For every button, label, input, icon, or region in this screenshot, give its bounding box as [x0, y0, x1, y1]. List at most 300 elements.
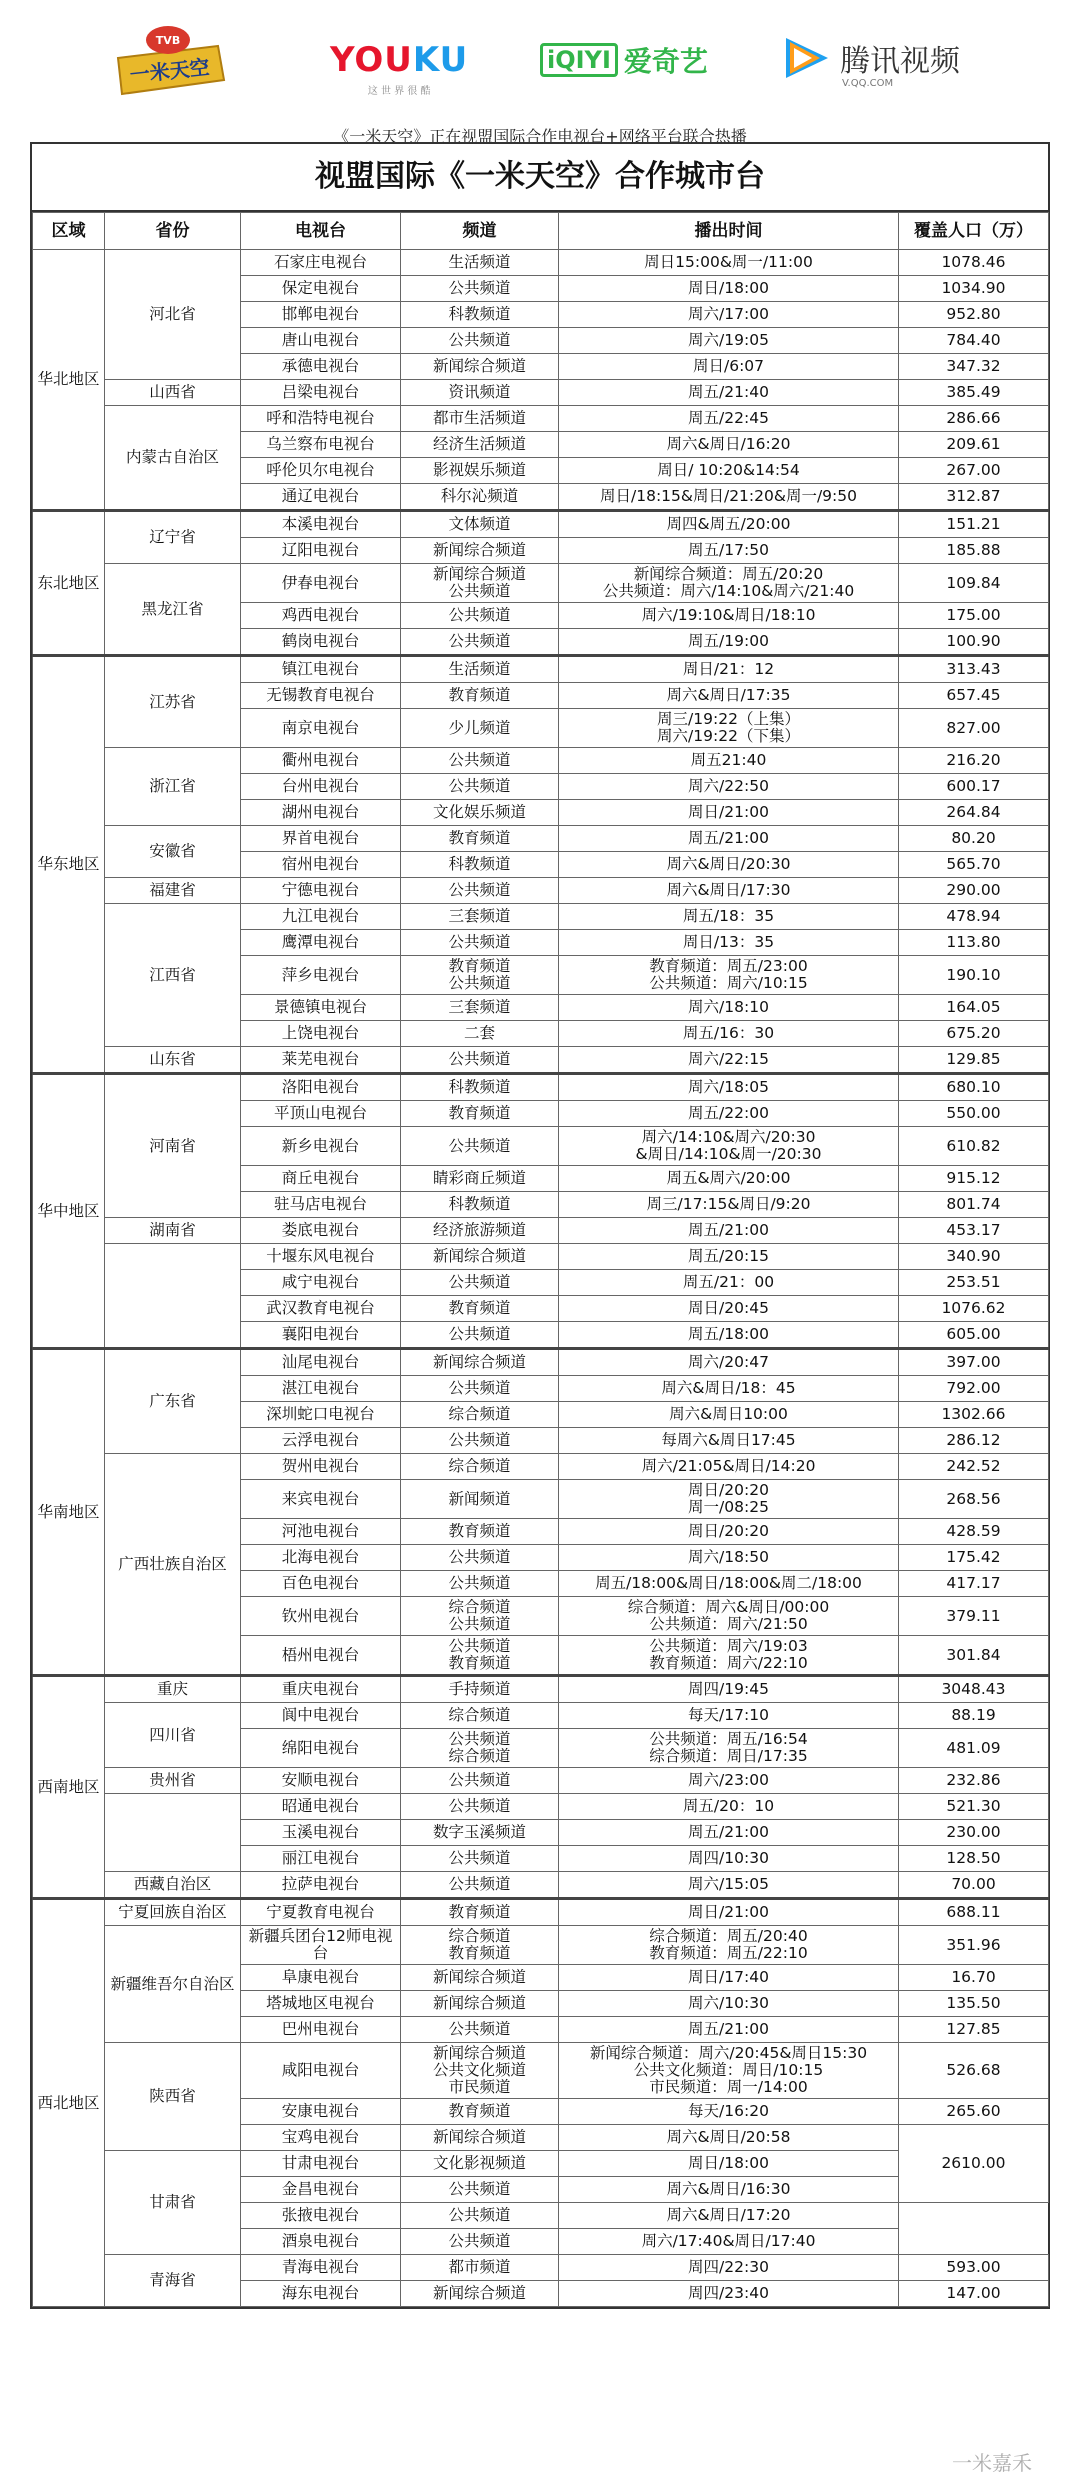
- channel-cell: 资讯频道: [401, 380, 559, 406]
- time-cell: 周日/20:45: [559, 1296, 899, 1322]
- station-cell: 鹰潭电视台: [241, 930, 401, 956]
- table-row: [33, 406, 1049, 432]
- time-cell: 周五/20：10: [559, 1794, 899, 1820]
- station-cell: 云浮电视台: [241, 1428, 401, 1454]
- station-cell: 镇江电视台: [241, 656, 401, 683]
- population-cell: 610.82: [899, 1127, 1049, 1166]
- table-row: [33, 1794, 1049, 1820]
- population-cell: 109.84: [899, 564, 1049, 603]
- time-cell: 每周六&周日17:45: [559, 1428, 899, 1454]
- time-cell: 周五/21:00: [559, 1820, 899, 1846]
- province-cell: 重庆: [105, 1676, 241, 1703]
- population-cell: 1034.90: [899, 276, 1049, 302]
- station-cell: 贺州电视台: [241, 1454, 401, 1480]
- table-row: [33, 1768, 1049, 1794]
- station-cell: 甘肃电视台: [241, 2151, 401, 2177]
- province-cell: 陕西省: [105, 2043, 241, 2151]
- channel-cell: 新闻综合频道: [401, 1991, 559, 2017]
- time-cell: 综合频道：周六&周日/00:00 公共频道：周六/21:50: [559, 1597, 899, 1636]
- channel-cell: 公共频道: [401, 748, 559, 774]
- time-cell: 公共频道：周五/16:54 综合频道：周日/17:35: [559, 1729, 899, 1768]
- station-cell: 拉萨电视台: [241, 1872, 401, 1899]
- population-cell: 129.85: [899, 1047, 1049, 1074]
- table-body: [33, 250, 1049, 2307]
- population-cell: 453.17: [899, 1218, 1049, 1244]
- channel-cell: 新闻综合频道: [401, 354, 559, 380]
- channel-cell: 新闻综合频道 公共文化频道 市民频道: [401, 2043, 559, 2099]
- table-row: [33, 1872, 1049, 1899]
- station-cell: 本溪电视台: [241, 511, 401, 538]
- time-cell: 周六/14:10&周六/20:30 &周日/14:10&周一/20:30: [559, 1127, 899, 1166]
- population-cell: 265.60: [899, 2099, 1049, 2125]
- header-population: 覆盖人口（万）: [899, 213, 1049, 250]
- station-cell: 安顺电视台: [241, 1768, 401, 1794]
- station-cell: 九江电视台: [241, 904, 401, 930]
- station-cell: 湖州电视台: [241, 800, 401, 826]
- channel-cell: 都市生活频道: [401, 406, 559, 432]
- population-cell: 385.49: [899, 380, 1049, 406]
- time-cell: 周五/21:00: [559, 826, 899, 852]
- channel-cell: 公共频道: [401, 2017, 559, 2043]
- time-cell: 周六&周日/16:30: [559, 2177, 899, 2203]
- station-cell: 新乡电视台: [241, 1127, 401, 1166]
- time-cell: 周六/18:10: [559, 995, 899, 1021]
- population-cell: 605.00: [899, 1322, 1049, 1349]
- station-cell: 唐山电视台: [241, 328, 401, 354]
- station-cell: 宁夏教育电视台: [241, 1899, 401, 1926]
- population-cell: 1302.66: [899, 1402, 1049, 1428]
- region-cell: 华东地区: [33, 656, 105, 1074]
- region-cell: 华北地区: [33, 250, 105, 511]
- tv-badge-title: 一米天空: [128, 54, 211, 88]
- table-row: [33, 250, 1049, 276]
- iqiyi-text: 爱奇艺: [623, 45, 708, 78]
- time-cell: 周日/6:07: [559, 354, 899, 380]
- population-cell: 784.40: [899, 328, 1049, 354]
- population-cell: 286.12: [899, 1428, 1049, 1454]
- time-cell: 周六/18:05: [559, 1074, 899, 1101]
- table-row: [33, 1349, 1049, 1376]
- station-cell: 鹤岗电视台: [241, 629, 401, 656]
- time-cell: 周日/21：12: [559, 656, 899, 683]
- header-station: 电视台: [241, 213, 401, 250]
- channel-cell: 睛彩商丘频道: [401, 1166, 559, 1192]
- channel-cell: 教育频道 公共频道: [401, 956, 559, 995]
- station-cell: 百色电视台: [241, 1571, 401, 1597]
- channel-cell: 新闻综合频道: [401, 1965, 559, 1991]
- time-cell: 周日/18:00: [559, 2151, 899, 2177]
- station-cell: 莱芜电视台: [241, 1047, 401, 1074]
- time-cell: 周五21:40: [559, 748, 899, 774]
- channel-cell: 公共频道: [401, 930, 559, 956]
- station-cell: 钦州电视台: [241, 1597, 401, 1636]
- population-cell: 209.61: [899, 432, 1049, 458]
- time-cell: 周日/13：35: [559, 930, 899, 956]
- station-cell: 阆中电视台: [241, 1703, 401, 1729]
- table-row: [33, 1926, 1049, 1965]
- time-cell: 周六/17:40&周日/17:40: [559, 2229, 899, 2255]
- station-cell: 绵阳电视台: [241, 1729, 401, 1768]
- time-cell: 周日/18:00: [559, 276, 899, 302]
- channel-cell: 公共频道: [401, 774, 559, 800]
- station-cell: 新疆兵团台12师电视台: [241, 1926, 401, 1965]
- station-cell: 衢州电视台: [241, 748, 401, 774]
- iqiyi-logo: [540, 40, 708, 80]
- station-cell: 丽江电视台: [241, 1846, 401, 1872]
- population-cell: 351.96: [899, 1926, 1049, 1965]
- population-cell: 128.50: [899, 1846, 1049, 1872]
- population-cell: 80.20: [899, 826, 1049, 852]
- population-cell: 190.10: [899, 956, 1049, 995]
- station-cell: 咸阳电视台: [241, 2043, 401, 2099]
- population-cell: 827.00: [899, 709, 1049, 748]
- time-cell: 周四/19:45: [559, 1676, 899, 1703]
- channel-cell: 公共频道: [401, 2203, 559, 2229]
- tencent-play-icon: [780, 34, 832, 82]
- station-cell: 宁德电视台: [241, 878, 401, 904]
- station-cell: 萍乡电视台: [241, 956, 401, 995]
- time-cell: 周六&周日/18：45: [559, 1376, 899, 1402]
- channel-cell: 教育频道: [401, 826, 559, 852]
- table-row: [33, 1047, 1049, 1074]
- time-cell: 周六&周日/20:30: [559, 852, 899, 878]
- time-cell: 周日/17:40: [559, 1965, 899, 1991]
- time-cell: 周六&周日/17:35: [559, 683, 899, 709]
- province-cell: [105, 1794, 241, 1872]
- population-cell: 70.00: [899, 1872, 1049, 1899]
- channel-cell: 数字玉溪频道: [401, 1820, 559, 1846]
- time-cell: 周六/20:47: [559, 1349, 899, 1376]
- channel-cell: 科教频道: [401, 852, 559, 878]
- province-cell: 山西省: [105, 380, 241, 406]
- population-cell: 216.20: [899, 748, 1049, 774]
- channel-cell: 公共频道 教育频道: [401, 1636, 559, 1676]
- channel-cell: 少儿频道: [401, 709, 559, 748]
- time-cell: 周五&周六/20:00: [559, 1166, 899, 1192]
- time-cell: 周六/22:50: [559, 774, 899, 800]
- station-cell: 海东电视台: [241, 2281, 401, 2307]
- station-cell: 酒泉电视台: [241, 2229, 401, 2255]
- time-cell: 周四/22:30: [559, 2255, 899, 2281]
- region-cell: 华中地区: [33, 1074, 105, 1349]
- time-cell: 周五/21:40: [559, 380, 899, 406]
- time-cell: 周五/18:00&周日/18:00&周二/18:00: [559, 1571, 899, 1597]
- channel-cell: 公共频道: [401, 1794, 559, 1820]
- population-cell: 481.09: [899, 1729, 1049, 1768]
- province-cell: 四川省: [105, 1703, 241, 1768]
- time-cell: 周五/16：30: [559, 1021, 899, 1047]
- table-row: [33, 1454, 1049, 1480]
- station-cell: 邯郸电视台: [241, 302, 401, 328]
- channel-cell: 公共频道: [401, 1545, 559, 1571]
- population-cell: 268.56: [899, 1480, 1049, 1519]
- station-cell: 洛阳电视台: [241, 1074, 401, 1101]
- time-cell: 周日/18:15&周日/21:20&周一/9:50: [559, 484, 899, 511]
- channel-cell: 科教频道: [401, 1074, 559, 1101]
- province-cell: 宁夏回族自治区: [105, 1899, 241, 1926]
- time-cell: 周四&周五/20:00: [559, 511, 899, 538]
- population-cell: 675.20: [899, 1021, 1049, 1047]
- logo-bar: [0, 0, 1080, 120]
- region-cell: 东北地区: [33, 511, 105, 656]
- population-cell: 593.00: [899, 2255, 1049, 2281]
- station-cell: 南京电视台: [241, 709, 401, 748]
- table-row: [33, 878, 1049, 904]
- table-row: [33, 826, 1049, 852]
- header-province: 省份: [105, 213, 241, 250]
- channel-cell: 公共频道: [401, 1047, 559, 1074]
- channel-cell: 文体频道: [401, 511, 559, 538]
- province-cell: 福建省: [105, 878, 241, 904]
- tencent-sub: V.QQ.COM: [842, 78, 894, 89]
- province-cell: 青海省: [105, 2255, 241, 2307]
- header-time: 播出时间: [559, 213, 899, 250]
- time-cell: 周三/19:22（上集） 周六/19:22（下集）: [559, 709, 899, 748]
- channel-cell: 公共频道: [401, 878, 559, 904]
- population-cell: 16.70: [899, 1965, 1049, 1991]
- station-cell: 伊春电视台: [241, 564, 401, 603]
- channel-cell: 公共频道: [401, 276, 559, 302]
- channel-cell: 综合频道: [401, 1703, 559, 1729]
- table-row: [33, 1899, 1049, 1926]
- station-cell: 巴州电视台: [241, 2017, 401, 2043]
- channel-cell: 公共频道: [401, 1270, 559, 1296]
- population-cell: 526.68: [899, 2043, 1049, 2099]
- station-cell: 平顶山电视台: [241, 1101, 401, 1127]
- tencent-logo: [780, 34, 960, 89]
- tencent-text: 腾讯视频: [840, 44, 960, 79]
- channel-cell: 教育频道: [401, 1519, 559, 1545]
- channel-cell: 教育频道: [401, 2099, 559, 2125]
- population-cell: 478.94: [899, 904, 1049, 930]
- time-cell: 周六/17:00: [559, 302, 899, 328]
- channel-cell: 都市频道: [401, 2255, 559, 2281]
- province-cell: 河南省: [105, 1074, 241, 1218]
- station-cell: 十堰东风电视台: [241, 1244, 401, 1270]
- table-row: [33, 2255, 1049, 2281]
- province-cell: 江西省: [105, 904, 241, 1047]
- time-cell: 周六/23:00: [559, 1768, 899, 1794]
- population-cell: 565.70: [899, 852, 1049, 878]
- population-cell: 340.90: [899, 1244, 1049, 1270]
- channel-cell: 公共频道: [401, 328, 559, 354]
- channel-cell: 新闻综合频道: [401, 538, 559, 564]
- province-cell: 甘肃省: [105, 2151, 241, 2255]
- channel-cell: 综合频道 教育频道: [401, 1926, 559, 1965]
- station-cell: 青海电视台: [241, 2255, 401, 2281]
- station-cell: 北海电视台: [241, 1545, 401, 1571]
- population-cell: 680.10: [899, 1074, 1049, 1101]
- population-cell: 397.00: [899, 1349, 1049, 1376]
- station-cell: 无锡教育电视台: [241, 683, 401, 709]
- partner-table-frame: [30, 142, 1050, 2309]
- channel-cell: 新闻综合频道 公共频道: [401, 564, 559, 603]
- time-cell: 周日/20:20 周一/08:25: [559, 1480, 899, 1519]
- population-cell: 428.59: [899, 1519, 1049, 1545]
- population-cell: 301.84: [899, 1636, 1049, 1676]
- table-row: [33, 904, 1049, 930]
- broadcast-line: 《一米天空》正在视盟国际合作电视台+网络平台联合热播: [333, 127, 747, 146]
- table-row: [33, 380, 1049, 406]
- time-cell: 周六/19:05: [559, 328, 899, 354]
- channel-cell: 教育频道: [401, 1101, 559, 1127]
- station-cell: 襄阳电视台: [241, 1322, 401, 1349]
- province-cell: 浙江省: [105, 748, 241, 826]
- province-cell: 西藏自治区: [105, 1872, 241, 1899]
- province-cell: 山东省: [105, 1047, 241, 1074]
- region-cell: 西南地区: [33, 1676, 105, 1899]
- time-cell: 周六/15:05: [559, 1872, 899, 1899]
- channel-cell: 教育频道: [401, 1296, 559, 1322]
- station-cell: 安康电视台: [241, 2099, 401, 2125]
- population-cell: 312.87: [899, 484, 1049, 511]
- population-cell: 113.80: [899, 930, 1049, 956]
- population-cell: 801.74: [899, 1192, 1049, 1218]
- region-cell: 华南地区: [33, 1349, 105, 1676]
- channel-cell: 公共频道: [401, 1846, 559, 1872]
- table-row: [33, 2151, 1049, 2177]
- time-cell: 每天/16:20: [559, 2099, 899, 2125]
- station-cell: 来宾电视台: [241, 1480, 401, 1519]
- channel-cell: 公共频道: [401, 2177, 559, 2203]
- population-cell: 135.50: [899, 1991, 1049, 2017]
- population-cell: 600.17: [899, 774, 1049, 800]
- channel-cell: 公共频道: [401, 1127, 559, 1166]
- page-title: 视盟国际《一米天空》合作城市台: [32, 144, 1048, 212]
- station-cell: 界首电视台: [241, 826, 401, 852]
- channel-cell: 公共频道: [401, 2229, 559, 2255]
- population-cell: 100.90: [899, 629, 1049, 656]
- youku-sub: 这 世 界 很 酷: [367, 86, 431, 97]
- population-cell: 657.45: [899, 683, 1049, 709]
- population-cell: 267.00: [899, 458, 1049, 484]
- station-cell: 商丘电视台: [241, 1166, 401, 1192]
- time-cell: 周五/22:00: [559, 1101, 899, 1127]
- time-cell: 周六/22:15: [559, 1047, 899, 1074]
- population-cell: 175.00: [899, 603, 1049, 629]
- station-cell: 吕梁电视台: [241, 380, 401, 406]
- channel-cell: 生活频道: [401, 656, 559, 683]
- table-row: [33, 564, 1049, 603]
- population-cell: 792.00: [899, 1376, 1049, 1402]
- channel-cell: 新闻综合频道: [401, 2281, 559, 2307]
- table-row: [33, 511, 1049, 538]
- population-cell: 521.30: [899, 1794, 1049, 1820]
- station-cell: 玉溪电视台: [241, 1820, 401, 1846]
- watermark: 一米嘉禾: [952, 2451, 1032, 2475]
- province-cell: 河北省: [105, 250, 241, 380]
- time-cell: 周五/21:00: [559, 2017, 899, 2043]
- population-cell: 1076.62: [899, 1296, 1049, 1322]
- time-cell: 周六/10:30: [559, 1991, 899, 2017]
- time-cell: 新闻综合频道：周六/20:45&周日15:30 公共文化频道：周日/10:15 市民频道：周一/14:00: [559, 2043, 899, 2099]
- time-cell: 周六/19:10&周日/18:10: [559, 603, 899, 629]
- station-cell: 鸡西电视台: [241, 603, 401, 629]
- channel-cell: 教育频道: [401, 683, 559, 709]
- station-cell: 金昌电视台: [241, 2177, 401, 2203]
- population-cell: 185.88: [899, 538, 1049, 564]
- station-cell: 湛江电视台: [241, 1376, 401, 1402]
- channel-cell: 综合频道 公共频道: [401, 1597, 559, 1636]
- channel-cell: 新闻综合频道: [401, 1349, 559, 1376]
- time-cell: 周五/22:45: [559, 406, 899, 432]
- population-cell: 232.86: [899, 1768, 1049, 1794]
- table-row: [33, 656, 1049, 683]
- station-cell: 台州电视台: [241, 774, 401, 800]
- channel-cell: 综合频道: [401, 1402, 559, 1428]
- time-cell: 每天/17:10: [559, 1703, 899, 1729]
- time-cell: 周六&周日/17:30: [559, 878, 899, 904]
- channel-cell: 综合频道: [401, 1454, 559, 1480]
- province-cell: 黑龙江省: [105, 564, 241, 656]
- channel-cell: 公共频道: [401, 629, 559, 656]
- population-cell: 688.11: [899, 1899, 1049, 1926]
- channel-cell: 科教频道: [401, 302, 559, 328]
- time-cell: 新闻综合频道：周五/20:20 公共频道：周六/14:10&周六/21:40: [559, 564, 899, 603]
- province-cell: 广西壮族自治区: [105, 1454, 241, 1676]
- population-cell: 286.66: [899, 406, 1049, 432]
- channel-cell: 手持频道: [401, 1676, 559, 1703]
- time-cell: 周日/20:20: [559, 1519, 899, 1545]
- tv-show-badge-icon: [108, 18, 228, 114]
- station-cell: 汕尾电视台: [241, 1349, 401, 1376]
- time-cell: 周五/21：00: [559, 1270, 899, 1296]
- population-cell: 379.11: [899, 1597, 1049, 1636]
- channel-cell: 三套频道: [401, 995, 559, 1021]
- province-cell: 江苏省: [105, 656, 241, 748]
- province-cell: [105, 1244, 241, 1349]
- table-row: [33, 1703, 1049, 1729]
- channel-cell: 生活频道: [401, 250, 559, 276]
- population-cell: 175.42: [899, 1545, 1049, 1571]
- channel-cell: 经济旅游频道: [401, 1218, 559, 1244]
- time-cell: 综合频道：周五/20:40 教育频道：周五/22:10: [559, 1926, 899, 1965]
- channel-cell: 新闻综合频道: [401, 1244, 559, 1270]
- time-cell: 周日15:00&周一/11:00: [559, 250, 899, 276]
- station-cell: 咸宁电视台: [241, 1270, 401, 1296]
- population-cell: 3048.43: [899, 1676, 1049, 1703]
- province-cell: 安徽省: [105, 826, 241, 878]
- time-cell: 周五/20:15: [559, 1244, 899, 1270]
- station-cell: 梧州电视台: [241, 1636, 401, 1676]
- time-cell: 周六/21:05&周日/14:20: [559, 1454, 899, 1480]
- time-cell: 周六&周日/16:20: [559, 432, 899, 458]
- time-cell: 周五/21:00: [559, 1218, 899, 1244]
- time-cell: 教育频道：周五/23:00 公共频道：周六/10:15: [559, 956, 899, 995]
- station-cell: 通辽电视台: [241, 484, 401, 511]
- time-cell: 周五/19:00: [559, 629, 899, 656]
- population-cell: 230.00: [899, 1820, 1049, 1846]
- channel-cell: 科尔沁频道: [401, 484, 559, 511]
- province-cell: 贵州省: [105, 1768, 241, 1794]
- time-cell: 周六&周日/20:58: [559, 2125, 899, 2151]
- population-cell: 264.84: [899, 800, 1049, 826]
- station-cell: 昭通电视台: [241, 1794, 401, 1820]
- table-row: [33, 1676, 1049, 1703]
- station-cell: 武汉教育电视台: [241, 1296, 401, 1322]
- population-cell: 1078.46: [899, 250, 1049, 276]
- population-cell: 915.12: [899, 1166, 1049, 1192]
- time-cell: 周日/21:00: [559, 800, 899, 826]
- station-cell: 河池电视台: [241, 1519, 401, 1545]
- station-cell: 娄底电视台: [241, 1218, 401, 1244]
- time-cell: 周五/17:50: [559, 538, 899, 564]
- time-cell: 周日/21:00: [559, 1899, 899, 1926]
- channel-cell: 公共频道: [401, 1768, 559, 1794]
- channel-cell: 公共频道: [401, 1571, 559, 1597]
- channel-cell: 教育频道: [401, 1899, 559, 1926]
- header-channel: 频道: [401, 213, 559, 250]
